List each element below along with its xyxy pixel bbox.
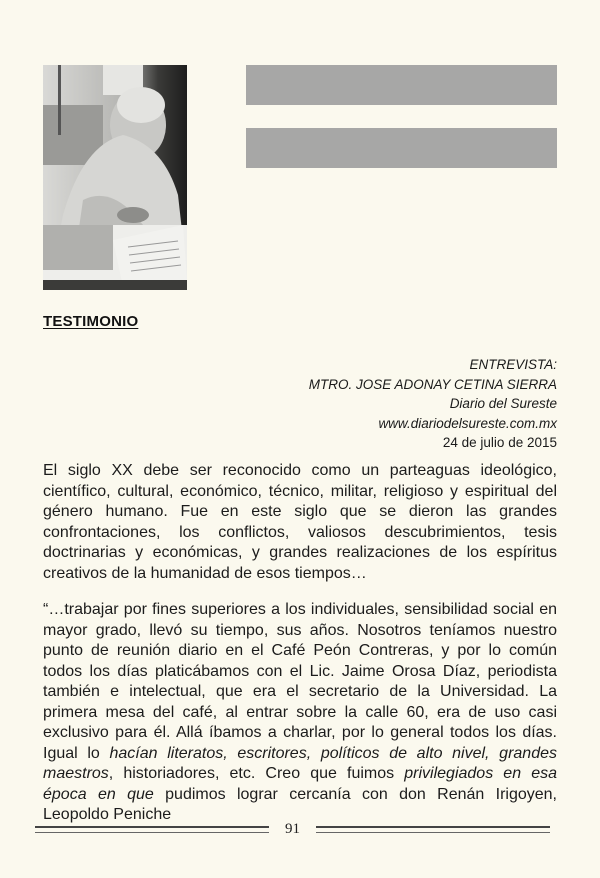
interview-credits — [309, 355, 557, 453]
body-paragraph-2 — [43, 600, 557, 826]
photo-image — [43, 65, 187, 290]
portrait-photo — [43, 65, 187, 290]
footer-rule-right — [316, 826, 550, 833]
credits-label: ENTREVISTA: — [469, 357, 557, 372]
quote-text-3: pudimos lograr cercanía con don Renán Irigoyen, Leopoldo Peniche — [43, 785, 558, 823]
footer-rule-left — [35, 826, 269, 833]
page-footer — [35, 821, 550, 837]
page-number: 91 — [285, 820, 300, 837]
credits-publication: Diario del Sureste — [449, 396, 557, 411]
credits-website: www.diariodelsureste.com.mx — [378, 415, 557, 431]
quote-italic-1: hacían literatos, escritores, políticos de alto nivel, grandes maestros — [43, 744, 557, 782]
credits-date: 24 de julio de 2015 — [442, 435, 557, 450]
quote-text-2: , historiadores, etc. Creo que fuimos — [108, 765, 405, 782]
quote-text: “…trabajar por fines superiores a los individuales, sensibilidad social en mayor grado, llevó su tiempo, sus años. Nosotros teníamos nuestro punto de reunión diario en el Café Peón Contreras, y por lo común todos los días platicábamos con el Lic. Jaime Orosa Díaz, periodista también e intelectual, que era el secretario de la Universidad. La primera mesa del café, al entrar sobre la calle 60, era de uso casi exclusivo para él. Allá íbamos a charlar, por lo general todos los días. Igual lo — [43, 601, 557, 762]
body-paragraph-1: El siglo XX debe ser reconocido como un parteaguas ideológico, científico, cultural, económico, técnico, militar, religioso y espiritual del género humano. Fue en este siglo que se dieron las grandes confrontaciones, los conflictos, valiosos descubrimientos, tesis doctrinarias y económicas, y grandes realizaciones de los espíritus creativos de la humanidad de esos tiempos… — [43, 462, 557, 582]
credits-interviewee: MTRO. JOSE ADONAY CETINA SIERRA — [308, 376, 557, 392]
quote-italic-2: privilegiados en esa época en que — [43, 765, 558, 803]
redaction-bar-bottom — [246, 128, 557, 168]
redaction-bar-top — [246, 65, 557, 105]
section-title: TESTIMONIO — [43, 313, 139, 330]
